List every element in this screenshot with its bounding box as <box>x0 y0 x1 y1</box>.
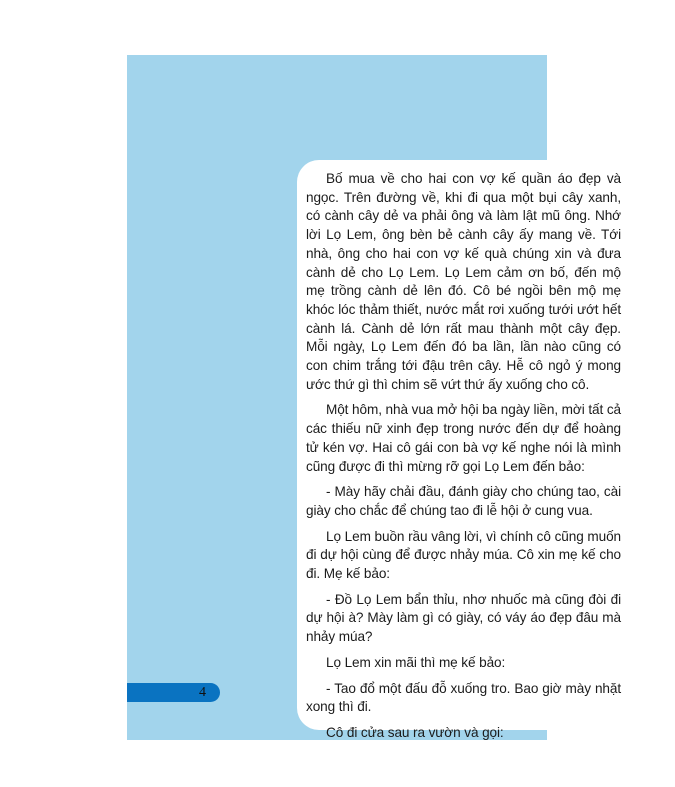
story-paragraph: Lọ Lem buồn rầu vâng lời, vì chính cô cũng muốn đi dự hội cùng để được nhảy múa. Cô xin mẹ kế cho đi. Mẹ kế bảo: <box>306 528 621 582</box>
story-paragraph: Cô đi cửa sau ra vườn và gọi: <box>326 724 504 740</box>
story-paragraph-dialogue: - Tao đổ một đấu đỗ xuống tro. Bao giờ mày nhặt xong thì đi. <box>306 680 621 715</box>
story-text-box <box>297 160 630 740</box>
story-paragraph: Một hôm, nhà vua mở hội ba ngày liền, mời tất cả các thiếu nữ xinh đẹp trong nước đến dự để hoàng tử kén vợ. Hai cô gái con bà vợ kế nghe nói là mình cũng được đi thì mừng rỡ gọi Lọ Lem đến bảo: <box>306 402 621 474</box>
page-number-tab <box>127 683 220 702</box>
story-paragraph: Lọ Lem xin mãi thì mẹ kế bảo: <box>326 654 506 670</box>
story-paragraph-dialogue: - Đồ Lọ Lem bẩn thỉu, nhơ nhuốc mà cũng đòi đi dự hội à? Mày làm gì có giày, có váy áo đẹp đâu mà nhảy múa? <box>306 591 621 645</box>
story-paragraph-dialogue: - Mày hãy chải đầu, đánh giày cho chúng tao, cài giày cho chắc để chúng tao đi lễ hội ở cung vua. <box>306 484 621 518</box>
story-paragraph: Bố mua về cho hai con vợ kế quần áo đẹp và ngọc. Trên đường về, khi đi qua một bụi cây xanh, có cành cây dẻ va phải ông và làm lật mũ ông. Nhớ lời Lọ Lem, ông bèn bẻ cành cây ấy mang về. Tới nhà, ông cho hai con vợ kế quà chúng xin và đưa cành dẻ cho Lọ Lem. Lọ Lem cảm ơn bố, đến mộ mẹ trồng cành dẻ lên đó. Cô bé ngồi bên mộ mẹ khóc lóc thảm thiết, nước mắt rơi xuống tưới ướt hết cành lá. Cành dẻ lớn rất mau thành một cây đẹp. Mỗi ngày, Lọ Lem đến đó ba lần, lần nào cũng có con chim trắng tới đậu trên cây. Hễ cô ngỏ ý mong ước thứ gì thì chim sẽ vứt thứ ấy xuống cho cô. <box>306 171 621 392</box>
page-number: 4 <box>199 684 206 700</box>
blue-page-panel <box>127 55 621 740</box>
